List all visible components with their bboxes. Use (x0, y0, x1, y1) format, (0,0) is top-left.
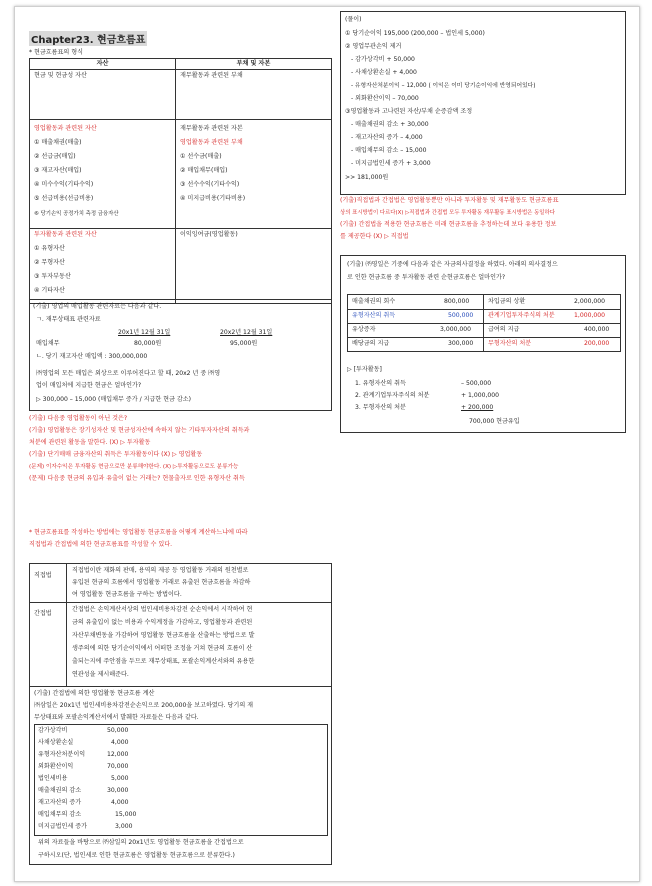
quiz-line: (기출) 다음중 영업활동이 아닌 것은? (29, 415, 128, 422)
operating-asset-item: ④ 미수수익(기타수익) (34, 181, 94, 188)
q2-item-label: 매입채무의 감소 (38, 811, 82, 818)
q2-item-value: 4,000 (111, 799, 129, 806)
solution-line: ③영업활동과 고나련된 자산/부채 순증감액 조정 (345, 108, 473, 115)
solution-line: - 감가상각비 + 50,000 (351, 56, 415, 63)
direct-method-label: 직접법 (34, 572, 52, 579)
q2-intro: (기출) 간접법에 의한 영업활동 현금흐름 계산 (34, 690, 155, 697)
q2-item-label: 법인세비용 (38, 775, 68, 782)
q3-cell: 400,000 (584, 326, 610, 333)
q3-answer-total: 700,000 현금유입 (469, 418, 520, 425)
q3-cell: 유상증자 (352, 326, 376, 333)
solution-title: (풀이) (345, 16, 362, 23)
format-heading: * 현금흐름표의 형식 (29, 49, 84, 56)
solution-line: - 미지급법인세 증가 + 3,000 (351, 160, 431, 167)
financing-equity-title: 재무활동과 관련된 자본 (180, 125, 243, 132)
method-heading: * 현금흐름표를 작성하는 방법에는 영업활동 현금흐름을 어떻게 계산하느냐에 따라 (29, 529, 248, 536)
indirect-method-text: 생주의에 의한 당기순이익에서 어떠한 조정을 거쳐 현금의 흐름이 산 (72, 645, 253, 652)
q2-item-label: 유형자산처분이익 (38, 751, 86, 758)
investing-asset-item: ② 무형자산 (34, 259, 65, 266)
q3-cell: 관계기업투자주식의 처분 (488, 312, 555, 319)
operating-asset-item: ③ 재고자산(매입) (34, 167, 82, 174)
q3-cell: 차입금의 상환 (488, 298, 526, 305)
q2-footer: 위의 자료들을 바탕으로 ㈜삼일의 20x1년도 영업활동 현금흐름을 간접법으로 (38, 839, 244, 846)
q3-cell: 200,000 (584, 340, 610, 347)
direct-method-text: 유입된 현금의 흐름에서 영업활동 거래로 유출된 현금흐름을 차감하 (72, 579, 251, 586)
q3-table (347, 294, 621, 352)
financing-liabilities: 재무활동과 관련된 부채 (180, 72, 243, 79)
col-header-assets: 자산 (96, 60, 109, 67)
operating-liabilities-title: 영업활동과 관련된 부채 (180, 139, 243, 146)
q1-intro: (기출) 영업의 매입활동 관련자료는 다음과 같다. (33, 303, 162, 310)
solution-line: - 유형자산처분이익 – 12,000 ( 이익은 이미 당기순이익에 반영되어있다) (351, 83, 536, 89)
q3-answer-value: – 500,000 (461, 380, 492, 387)
q2-line: ㈜삼일은 20x1년 법인세비용차감전순손익으로 200,000을 보고하였다. 당기의 재 (34, 702, 254, 709)
q1-row-label: 매입채무 (36, 340, 60, 347)
operating-assets-title: 영업활동과 관련된 자산 (34, 125, 97, 132)
q3-cell: 1,000,000 (574, 312, 606, 319)
q3-cell: 300,000 (448, 340, 474, 347)
operating-asset-item: ⑤ 선급비용(선급비용) (34, 195, 94, 202)
q3-line: (기출) ㈜영일은 기중에 다음과 같은 자금의사결정을 하였다. 아래의 의사결정으 (347, 261, 558, 268)
indirect-method-text: 출되는지에 주안점을 두므로 재무상태표, 포괄손익계산서와의 유용한 (72, 658, 255, 665)
quiz-line: 처분에 관련된 활동을 말한다. (X) ▷ 투자활동 (29, 439, 151, 446)
solution-line: - 재고자산의 증가 – 4,000 (351, 134, 423, 141)
q2-item-value: 70,000 (107, 763, 129, 770)
col-header-liabilities: 부채 및 자본 (236, 60, 271, 67)
q2-item-value: 15,000 (115, 811, 137, 818)
note-line: (기출)직접법과 간접법은 영업활동뿐만 아니라 투자활동 및 재무활동도 현금흐름표 (340, 197, 559, 204)
indirect-method-text: 연관성을 제시해준다. (72, 671, 129, 678)
indirect-method-label: 간접법 (34, 610, 52, 617)
q3-answer-value: + 200,000 (461, 404, 494, 411)
document-page (14, 6, 640, 882)
operating-asset-item: ① 매출채권(매출) (34, 139, 82, 146)
q3-cell: 배당금의 지급 (352, 340, 390, 347)
q2-item-label: 미지급법인세 증가 (38, 823, 88, 830)
method-heading: 직접법과 간접법에 의한 현금흐름표를 작성할 수 있다. (29, 541, 173, 548)
q3-answer-value: + 1,000,000 (461, 392, 500, 399)
q3-answer-item: 1. 유형자산의 취득 (355, 380, 406, 387)
quiz-line: (기출) 영업활동은 장기성자산 및 현금성자산에 속하지 않는 기타투자자산의 취득과 (29, 427, 250, 434)
operating-liability-item: ② 매입채무(매입) (180, 167, 228, 174)
q1-val1: 80,000원 (134, 340, 162, 347)
investing-asset-item: ① 유형자산 (34, 245, 65, 252)
retained-earnings: 이익잉여금(영업활동) (180, 231, 238, 238)
q2-item-label: 매출채권의 감소 (38, 787, 82, 794)
q3-answer-item: 3. 무형자산의 처분 (355, 404, 406, 411)
q1-date2: 20x2년 12월 31일 (220, 329, 273, 336)
q3-cell: 500,000 (448, 312, 474, 319)
q1-question: 업이 매입처에 지급한 현금은 얼마인가? (36, 382, 142, 389)
operating-asset-item: ⑥ 당기손익 공정가치 측정 금융자산 (34, 211, 119, 217)
q2-item-value: 50,000 (107, 727, 129, 734)
format-table (29, 58, 332, 304)
solution-line: ① 당기순이익 195,000 (200,000 – 법인세 5,000) (345, 30, 485, 37)
operating-liability-item: ④ 미지급비용(기타비용) (180, 195, 246, 202)
q2-item-label: 감가상각비 (38, 727, 68, 734)
solution-line: - 외화환산이익 – 70,000 (351, 95, 419, 102)
solution-box (340, 11, 626, 195)
method-table (29, 563, 332, 865)
q1-date1: 20x1년 12월 31일 (118, 329, 171, 336)
investing-asset-item: ④ 기타자산 (34, 287, 65, 294)
indirect-method-text: 간접법은 손익계산서상의 법인세비용차감전 순손익에서 시작하여 현 (72, 606, 253, 613)
q2-item-value: 3,000 (115, 823, 133, 830)
quiz-line: (기출) 단기매매 금융자산의 취득은 투자활동이다 (X) ▷ 영업활동 (29, 451, 203, 458)
q3-cell: 매출채권의 회수 (352, 298, 396, 305)
q2-footer: 구하시오(단, 법인세로 인한 현금흐름은 영업활동 현금흐름으로 분류한다.) (38, 852, 235, 859)
operating-liability-item: ③ 선수수익(기타수익) (180, 181, 240, 188)
q3-cell: 급여의 지급 (488, 326, 520, 333)
q2-line: 무상태표와 포괄손익계산서에서 발췌한 자료들은 다음과 같다. (34, 714, 199, 721)
q1-sub2: ㄴ. 당기 재고자산 매입액 : 300,000,000 (36, 353, 148, 360)
q2-item-label: 재고자산의 증가 (38, 799, 82, 806)
question-box-3 (340, 255, 626, 433)
q2-item-value: 5,000 (111, 775, 129, 782)
q2-item-value: 30,000 (107, 787, 129, 794)
indirect-method-text: 금의 유출입이 없는 비용과 수익계정을 가감하고, 영업활동과 관련된 (72, 619, 253, 626)
investing-asset-item: ③ 투자부동산 (34, 273, 71, 280)
q1-question: ㈜영업의 모든 매입은 외상으로 이루어진다고 할 때, 20x2 년 중 ㈜영 (36, 370, 221, 377)
q1-sub1: ㄱ. 재무상태표 관련자료 (36, 316, 101, 323)
note-line: 상의 표시방법이 다르다(X) ▷직접법과 간접법 모두 투자활동 재무활동 표시방법은 동일하다 (340, 210, 555, 216)
solution-line: - 매입채무의 감소 – 15,000 (351, 147, 427, 154)
q2-item-value: 12,000 (107, 751, 129, 758)
direct-method-text: 직접법이란 재화의 판매, 용역의 제공 등 영업활동 거래의 원천별로 (72, 567, 249, 574)
q3-cell: 무형자산의 처분 (488, 340, 532, 347)
q1-val2: 95,000원 (230, 340, 258, 347)
q2-data-box (34, 724, 328, 836)
q3-cell: 2,000,000 (574, 298, 606, 305)
note-line: (기출) 간접법을 적용한 현금흐름은 미래 현금흐름을 추정하는데 보다 유용한 정보 (340, 221, 557, 228)
solution-line: ② 영업무관손익 제거 (345, 43, 402, 50)
q1-answer: ▷ 300,000 – 15,000 (매입채무 증가 / 지급한 현금 감소) (36, 396, 192, 403)
q2-item-label: 사채상환손실 (38, 739, 74, 746)
investing-assets-title: 투자활동과 관련된 자산 (34, 231, 97, 238)
chapter-title: Chapter23. 현금흐름표 (29, 31, 147, 46)
q2-item-label: 외화환산이익 (38, 763, 74, 770)
question-box-1 (29, 299, 332, 411)
indirect-method-text: 자산부채변동을 가감하여 영업활동 현금흐름을 산출하는 방법으로 발 (72, 632, 255, 639)
direct-method-text: 여 영업활동 현금흐름을 구하는 방법이다. (72, 591, 182, 598)
q3-answer-title: ▷ [투자활동] (347, 366, 382, 373)
q3-cell: 유형자산의 취득 (352, 312, 396, 319)
note-line: 를 제공한다 (X) ▷ 직접법 (340, 233, 409, 240)
operating-asset-item: ② 선급금(매입) (34, 153, 76, 160)
q3-cell: 3,000,000 (440, 326, 472, 333)
solution-line: - 매출채권의 감소 + 30,000 (351, 121, 429, 128)
quiz-line: (문제) 다음중 현금의 유입과 유출이 없는 거래는? 현물출자로 인한 유형자산 취득 (29, 475, 245, 482)
cash-assets: 현금 및 현금성 자산 (34, 72, 87, 79)
q3-line: 로 인한 현금흐름 중 투자활동 관련 순현금흐름은 얼마인가? (347, 274, 506, 281)
q3-answer-item: 2. 관계기업투자주식의 처분 (355, 392, 430, 399)
q3-cell: 800,000 (444, 298, 470, 305)
q2-item-value: 4,000 (111, 739, 129, 746)
quiz-line: (문제) 이자수익은 투자활동 현금으로만 분류해야한다. (X) ▷투자활동으로도 분류가능 (29, 464, 239, 470)
solution-result: >> 181,000원 (345, 174, 389, 181)
solution-line: - 사채상환손실 + 4,000 (351, 69, 417, 76)
operating-liability-item: ① 선수금(매출) (180, 153, 222, 160)
